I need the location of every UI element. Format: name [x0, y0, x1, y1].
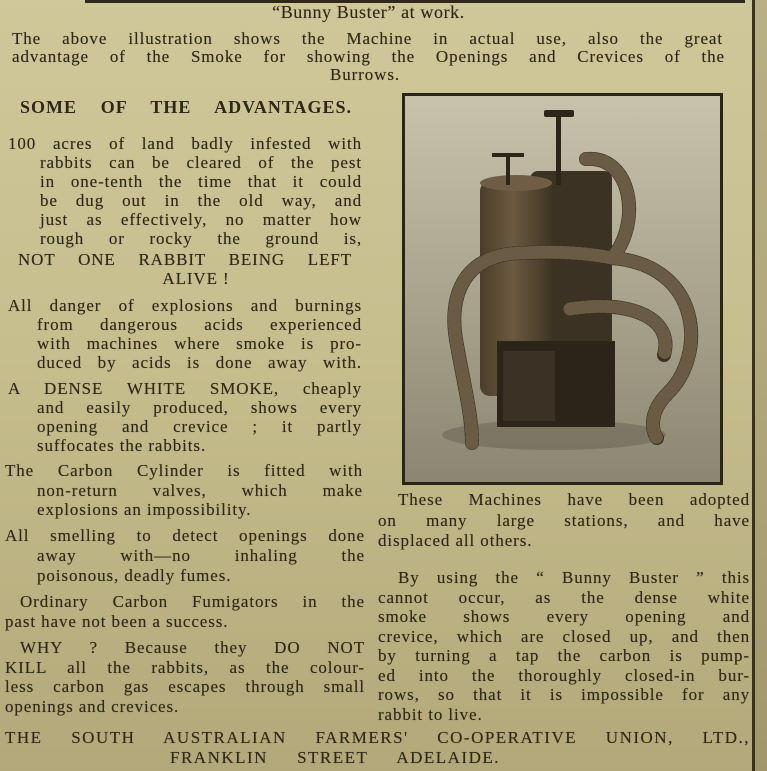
- emphasis-statement: [0, 250, 352, 288]
- text-line: KILL all the rabbits, as the colour-: [5, 657, 365, 677]
- text-line: rabbits can be cleared of the pest: [40, 153, 362, 172]
- text-line: All danger of explosions and burnings: [8, 296, 362, 315]
- text-line: with machines where smoke is pro-: [37, 334, 362, 353]
- text-line: explosions an impossibility.: [37, 500, 252, 519]
- text-line: rows, so that it is impossible for any: [378, 685, 750, 704]
- intro-paragraph: [0, 30, 725, 84]
- advertiser-footer: [0, 728, 750, 768]
- text-line: crevice, which are closed up, and then: [378, 626, 750, 646]
- emphasis-line: ALIVE !: [162, 269, 230, 288]
- text-line: opening and crevice ; it partly: [37, 417, 362, 436]
- text-line: By using the “ Bunny Buster ” this: [398, 568, 750, 587]
- advantage-paragraph: [0, 134, 362, 248]
- text-line: displaced all others.: [378, 531, 533, 550]
- advantage-paragraph: [0, 296, 362, 372]
- intro-line: advantage of the Smoke for showing the Openings and Crevices of the: [12, 47, 725, 66]
- text-line: Ordinary Carbon Fumigators in the: [20, 592, 365, 611]
- advantage-paragraph: [0, 379, 362, 455]
- text-line: rabbit to live.: [378, 704, 483, 724]
- text-line: These Machines have been adopted: [398, 490, 750, 509]
- emphasis-line: NOT ONE RABBIT BEING LEFT: [18, 250, 352, 269]
- advantages-heading: SOME OF THE ADVANTAGES.: [20, 97, 352, 117]
- text-line: past have not been a success.: [5, 611, 229, 631]
- text-line: away with—no inhaling the: [37, 546, 365, 565]
- machines-paragraph: [0, 568, 750, 724]
- footer-line: THE SOUTH AUSTRALIAN FARMERS' CO-OPERATIVE UNION, LTD.,: [5, 728, 750, 747]
- text-line: and easily produced, shows every: [37, 398, 362, 417]
- ad-caption: “Bunny Buster” at work.: [272, 2, 465, 22]
- text-line: rough or rocky the ground is,: [40, 229, 362, 248]
- text-line: A DENSE WHITE SMOKE, cheaply: [8, 379, 362, 398]
- text-line: just as effectively, no matter how: [40, 210, 362, 229]
- text-line: in one-tenth the time that it could: [40, 172, 362, 191]
- text-line: All smelling to detect openings done: [5, 526, 365, 545]
- text-line: smoke shows every opening and: [378, 607, 750, 626]
- text-line: cannot occur, as the dense white: [378, 587, 750, 607]
- text-line: from dangerous acids experienced: [37, 315, 362, 334]
- text-line: on many large stations, and have: [378, 510, 750, 530]
- text-line: poisonous, deadly fumes.: [37, 566, 232, 585]
- adjacent-page-edge: [755, 0, 767, 771]
- text-line: WHY ? Because they DO NOT: [20, 638, 365, 657]
- text-line: openings and crevices.: [5, 696, 180, 716]
- pump-rod: [556, 115, 561, 185]
- machines-paragraph: [0, 490, 750, 552]
- footer-line: FRANKLIN STREET ADELAIDE.: [170, 748, 500, 767]
- text-line: 100 acres of land badly infested with: [8, 134, 362, 153]
- intro-line: The above illustration shows the Machine in actual use, also the great: [12, 29, 723, 48]
- text-line: suffocates the rabbits.: [37, 436, 207, 455]
- text-line: by turning a tap the carbon is pump-: [378, 646, 750, 665]
- text-line: less carbon gas escapes through small: [5, 677, 365, 696]
- text-line: The Carbon Cylinder is fitted with: [5, 461, 363, 480]
- text-line: ed into the thoroughly closed-in bur-: [378, 665, 750, 685]
- text-line: non-return valves, which make: [37, 480, 363, 500]
- text-line: duced by acids is done away with.: [37, 353, 362, 372]
- pump-handle: [544, 110, 574, 117]
- intro-line: Burrows.: [329, 65, 400, 84]
- machine-photo: [402, 93, 723, 485]
- text-line: be dug out in the old way, and: [40, 191, 362, 210]
